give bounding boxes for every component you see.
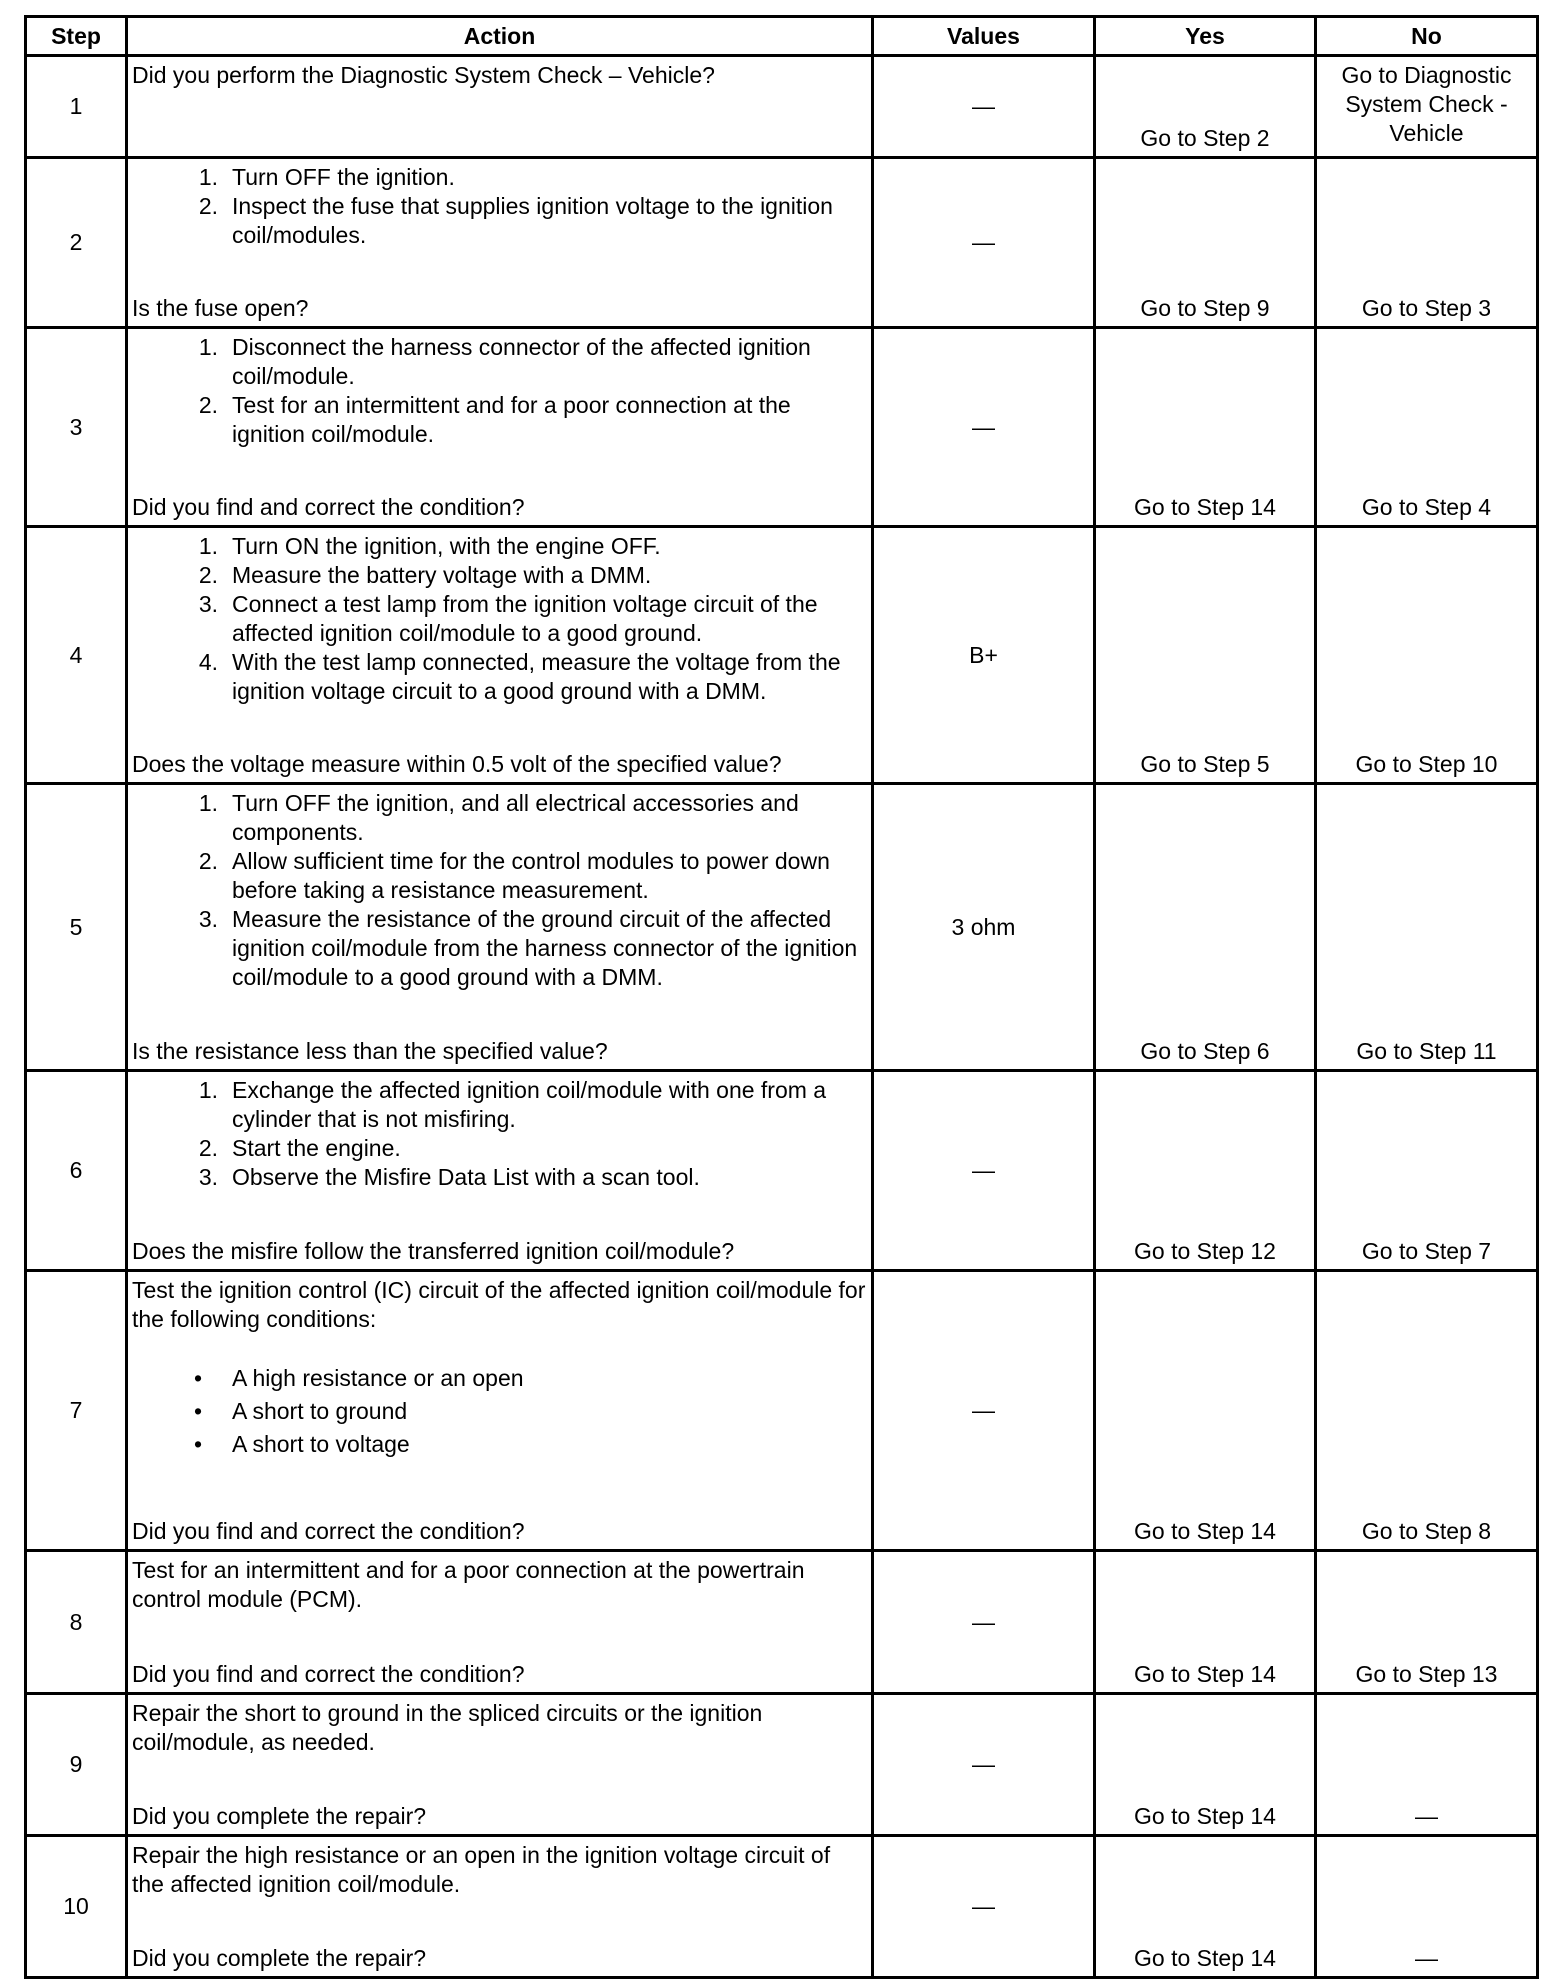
- yes-cell: Go to Step 9: [1095, 158, 1316, 328]
- table-row: [26, 56, 1538, 158]
- step-number: 6: [26, 1071, 127, 1271]
- no-cell: Go to Diagnostic System Check - Vehicle: [1316, 56, 1538, 158]
- bullet-list: [132, 1362, 867, 1461]
- action-question: Is the resistance less than the specified value?: [132, 1038, 608, 1064]
- list-item: [132, 333, 867, 391]
- step-number: 5: [26, 784, 127, 1071]
- list-number: 2.: [198, 193, 218, 219]
- list-number: 3.: [198, 591, 218, 617]
- table-row: [26, 328, 1538, 527]
- no-cell: —: [1316, 1836, 1538, 1978]
- table-row: [26, 158, 1538, 328]
- list-number: 2.: [198, 848, 218, 874]
- table-row: [26, 527, 1538, 784]
- list-number: 2.: [198, 1135, 218, 1161]
- action-cell: [127, 328, 873, 527]
- action-cell: [127, 1836, 873, 1978]
- action-intro: Repair the high resistance or an open in the ignition voltage circuit of the affected ignition coil/module.: [132, 1842, 831, 1897]
- header-row: [26, 17, 1538, 56]
- action-content: [132, 1076, 867, 1269]
- step-number: 3: [26, 328, 127, 527]
- value-cell: —: [873, 1836, 1095, 1978]
- action-cell: [127, 56, 873, 158]
- list-item-text: Observe the Misfire Data List with a scan tool.: [232, 1164, 700, 1190]
- step-number: 2: [26, 158, 127, 328]
- no-cell: Go to Step 7: [1316, 1071, 1538, 1271]
- list-item: [132, 847, 867, 905]
- value-cell: —: [873, 1551, 1095, 1694]
- header-values: Values: [873, 17, 1095, 56]
- list-item-text: Turn OFF the ignition, and all electrical accessories and components.: [232, 790, 799, 845]
- table-row: [26, 1271, 1538, 1551]
- action-cell: [127, 527, 873, 784]
- yes-cell: Go to Step 14: [1095, 328, 1316, 527]
- action-content: [132, 789, 867, 1069]
- list-item: [132, 1076, 867, 1134]
- yes-cell: Go to Step 14: [1095, 1271, 1316, 1551]
- action-cell: [127, 1071, 873, 1271]
- numbered-list: [132, 163, 867, 250]
- no-cell: —: [1316, 1694, 1538, 1836]
- list-item: [132, 192, 867, 250]
- step-number: 10: [26, 1836, 127, 1978]
- diagnostic-table: [24, 15, 1539, 1979]
- list-item: [132, 532, 867, 561]
- value-cell: —: [873, 1271, 1095, 1551]
- yes-cell: Go to Step 14: [1095, 1836, 1316, 1978]
- value-cell: B+: [873, 527, 1095, 784]
- value-cell: 3 ohm: [873, 784, 1095, 1071]
- list-item-text: Connect a test lamp from the ignition voltage circuit of the affected ignition coil/module to a good ground.: [232, 591, 818, 646]
- list-item: [132, 1163, 867, 1192]
- action-content: [132, 163, 867, 326]
- list-number: 4.: [198, 649, 218, 675]
- action-content: [132, 61, 867, 156]
- list-item: [132, 1362, 867, 1395]
- action-question: Did you complete the repair?: [132, 1945, 427, 1971]
- step-number: 9: [26, 1694, 127, 1836]
- action-intro: Test the ignition control (IC) circuit of the affected ignition coil/module for the following conditions:: [132, 1277, 866, 1332]
- action-intro: Did you perform the Diagnostic System Check – Vehicle?: [132, 62, 715, 88]
- action-intro: Repair the short to ground in the spliced circuits or the ignition coil/module, as needed.: [132, 1700, 763, 1755]
- table-row: [26, 1694, 1538, 1836]
- yes-cell: Go to Step 12: [1095, 1071, 1316, 1271]
- action-content: [132, 532, 867, 782]
- list-number: 1.: [198, 164, 218, 190]
- list-number: 2.: [198, 392, 218, 418]
- list-item: [132, 1428, 867, 1461]
- list-number: 1.: [198, 533, 218, 559]
- step-number: 8: [26, 1551, 127, 1694]
- list-item: [132, 905, 867, 992]
- action-cell: [127, 1694, 873, 1836]
- numbered-list: [132, 789, 867, 992]
- list-item: [132, 561, 867, 590]
- action-question: Does the misfire follow the transferred ignition coil/module?: [132, 1238, 735, 1264]
- list-number: 1.: [198, 790, 218, 816]
- header-yes: Yes: [1095, 17, 1316, 56]
- no-cell: Go to Step 4: [1316, 328, 1538, 527]
- list-item-text: A high resistance or an open: [232, 1365, 524, 1391]
- list-item: [132, 1134, 867, 1163]
- value-cell: —: [873, 56, 1095, 158]
- list-item-text: Allow sufficient time for the control modules to power down before taking a resistance measurement.: [232, 848, 830, 903]
- step-number: 7: [26, 1271, 127, 1551]
- yes-cell: Go to Step 6: [1095, 784, 1316, 1071]
- header-step: Step: [26, 17, 127, 56]
- numbered-list: [132, 532, 867, 706]
- action-question: Did you find and correct the condition?: [132, 1518, 525, 1544]
- list-item: [132, 1395, 867, 1428]
- no-cell: Go to Step 13: [1316, 1551, 1538, 1694]
- action-cell: [127, 158, 873, 328]
- action-question: Did you find and correct the condition?: [132, 1661, 525, 1687]
- list-item-text: Measure the battery voltage with a DMM.: [232, 562, 652, 588]
- action-content: [132, 1699, 867, 1834]
- action-content: [132, 333, 867, 525]
- bullet-icon: •: [193, 1398, 202, 1424]
- bullet-icon: •: [193, 1431, 202, 1457]
- list-item-text: Disconnect the harness connector of the affected ignition coil/module.: [232, 334, 811, 389]
- list-item-text: A short to voltage: [232, 1431, 410, 1457]
- list-number: 1.: [198, 1077, 218, 1103]
- list-item: [132, 391, 867, 449]
- action-question: Did you find and correct the condition?: [132, 494, 525, 520]
- list-item: [132, 163, 867, 192]
- table-row: [26, 1071, 1538, 1271]
- action-cell: [127, 1551, 873, 1694]
- action-cell: [127, 784, 873, 1071]
- action-content: [132, 1841, 867, 1976]
- action-content: [132, 1556, 867, 1692]
- numbered-list: [132, 1076, 867, 1192]
- yes-cell: Go to Step 14: [1095, 1694, 1316, 1836]
- no-cell: Go to Step 10: [1316, 527, 1538, 784]
- header-no: No: [1316, 17, 1538, 56]
- action-cell: [127, 1271, 873, 1551]
- no-cell: Go to Step 11: [1316, 784, 1538, 1071]
- yes-cell: Go to Step 14: [1095, 1551, 1316, 1694]
- value-cell: —: [873, 158, 1095, 328]
- value-cell: —: [873, 328, 1095, 527]
- bullet-icon: •: [193, 1365, 202, 1391]
- no-cell: Go to Step 8: [1316, 1271, 1538, 1551]
- list-item: [132, 590, 867, 648]
- table-row: [26, 1836, 1538, 1978]
- list-item: [132, 789, 867, 847]
- list-number: 3.: [198, 906, 218, 932]
- numbered-list: [132, 333, 867, 449]
- list-item-text: Measure the resistance of the ground circuit of the affected ignition coil/module from the harness connector of the ignition coil/module to a good ground with a DMM.: [232, 906, 858, 990]
- table-row: [26, 1551, 1538, 1694]
- action-intro: Test for an intermittent and for a poor connection at the powertrain control module (PCM).: [132, 1557, 805, 1612]
- table-row: [26, 784, 1538, 1071]
- list-item-text: Inspect the fuse that supplies ignition voltage to the ignition coil/modules.: [232, 193, 833, 248]
- list-item-text: Turn ON the ignition, with the engine OFF.: [232, 533, 661, 559]
- action-question: Is the fuse open?: [132, 295, 309, 321]
- list-item-text: Turn OFF the ignition.: [232, 164, 455, 190]
- list-item-text: With the test lamp connected, measure the voltage from the ignition voltage circuit to a good ground with a DMM.: [232, 649, 841, 704]
- list-item-text: A short to ground: [232, 1398, 408, 1424]
- header-action: Action: [127, 17, 873, 56]
- list-number: 2.: [198, 562, 218, 588]
- action-question: Does the voltage measure within 0.5 volt of the specified value?: [132, 751, 782, 777]
- list-item-text: Start the engine.: [232, 1135, 401, 1161]
- table-body: [26, 56, 1538, 1978]
- list-item: [132, 648, 867, 706]
- list-item-text: Exchange the affected ignition coil/module with one from a cylinder that is not misfiring.: [232, 1077, 827, 1132]
- step-number: 1: [26, 56, 127, 158]
- action-question: Did you complete the repair?: [132, 1803, 427, 1829]
- yes-cell: Go to Step 2: [1095, 56, 1316, 158]
- value-cell: —: [873, 1071, 1095, 1271]
- action-content: [132, 1276, 867, 1549]
- yes-cell: Go to Step 5: [1095, 527, 1316, 784]
- value-cell: —: [873, 1694, 1095, 1836]
- no-cell: Go to Step 3: [1316, 158, 1538, 328]
- list-number: 1.: [198, 334, 218, 360]
- list-item-text: Test for an intermittent and for a poor connection at the ignition coil/module.: [232, 392, 791, 447]
- list-number: 3.: [198, 1164, 218, 1190]
- step-number: 4: [26, 527, 127, 784]
